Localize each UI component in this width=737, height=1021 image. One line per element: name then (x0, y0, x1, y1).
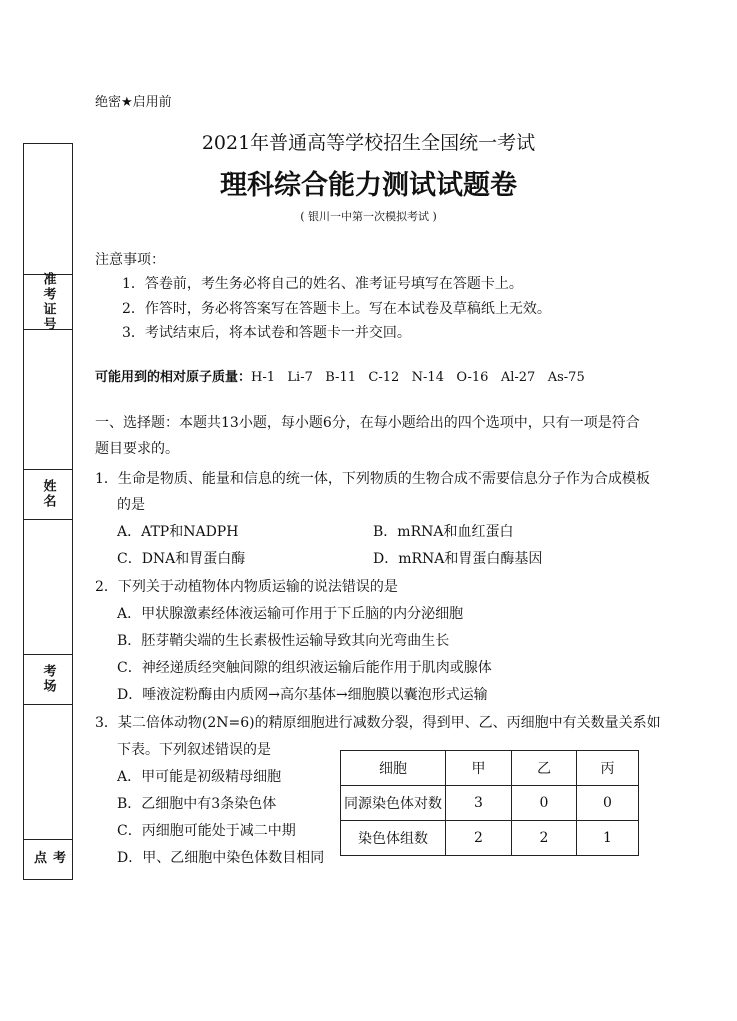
question-3-stem: 3．某二倍体动物(2N=6)的精原细胞进行减数分裂，得到甲、乙、丙细胞中有关数量关系如 (95, 715, 661, 731)
table-cell: 同源染色体对数 (341, 786, 446, 821)
atomic-mass-label: 可能用到的相对原子质量： (95, 370, 252, 385)
notice-item: 1．答卷前，考生务必将自己的姓名、准考证号填写在答题卡上。 (122, 276, 523, 292)
table-header-row (341, 751, 639, 786)
table-cell: 2 (512, 821, 577, 856)
section-heading-cont: 题目要求的。 (95, 441, 179, 457)
table-cell: 染色体组数 (341, 821, 446, 856)
table-cell: 0 (577, 786, 639, 821)
question-3-option-b: B．乙细胞中有3条染色体 (117, 796, 277, 812)
question-1-stem-cont: 的是 (117, 497, 145, 513)
question-2-stem: 2．下列关于动植物体内物质运输的说法错误的是 (95, 579, 398, 595)
question-2-option-b: B．胚芽鞘尖端的生长素极性运输导致其向光弯曲生长 (117, 633, 450, 649)
question-2-option-a: A．甲状腺激素经体液运输可作用于下丘脑的内分泌细胞 (117, 606, 464, 622)
table-cell: 1 (577, 821, 639, 856)
question-3-stem-cont: 下表。下列叙述错误的是 (117, 742, 271, 758)
cell-count-table (340, 750, 639, 856)
sidebar-label-exam-site: 考点 (31, 850, 65, 866)
table-row (341, 821, 639, 856)
question-1-option-b: B．mRNA和血红蛋白 (373, 524, 514, 540)
table-row (341, 786, 639, 821)
atomic-mass-line (95, 371, 585, 384)
table-header-cell: 乙 (512, 751, 577, 786)
sidebar-divider (24, 519, 72, 520)
question-1-option-a: A．ATP和NADPH (117, 524, 239, 540)
sidebar-divider (24, 469, 72, 470)
notice-item: 2．作答时，务必将答案写在答题卡上。写在本试卷及草稿纸上无效。 (122, 301, 551, 317)
paper-title: 理科综合能力测试试题卷 (220, 170, 517, 201)
notice-heading: 注意事项： (95, 252, 165, 268)
table-header-cell: 甲 (446, 751, 512, 786)
question-1-stem: 1．生命是物质、能量和信息的统一体，下列物质的生物合成不需要信息分子作为合成模板 (95, 471, 650, 487)
atomic-mass-values: H-1 Li-7 B-11 C-12 N-14 O-16 Al-27 As-75 (251, 370, 585, 385)
table-cell: 0 (512, 786, 577, 821)
question-1-option-c: C．DNA和胃蛋白酶 (117, 551, 246, 567)
question-2-option-c: C．神经递质经突触间隙的组织液运输后能作用于肌肉或腺体 (117, 660, 492, 676)
question-3-option-d: D．甲、乙细胞中染色体数目相同 (117, 850, 325, 866)
notice-item: 3．考试结束后，将本试卷和答题卡一并交回。 (122, 325, 411, 341)
sidebar-label-exam-number: 准考证号 (40, 272, 56, 332)
section-heading: 一、选择题：本题共13小题，每小题6分，在每小题给出的四个选项中，只有一项是符合 (95, 415, 640, 431)
paper-subtitle: ( 银川一中第一次模拟考试 ) (300, 210, 437, 223)
candidate-info-sidebar (23, 143, 73, 880)
question-3-option-c: C．丙细胞可能处于减二中期 (117, 823, 296, 839)
sidebar-divider (24, 704, 72, 705)
sidebar-label-name: 姓名 (40, 479, 56, 509)
sidebar-divider (24, 654, 72, 655)
table-cell: 2 (446, 821, 512, 856)
question-2-option-d: D．唾液淀粉酶由内质网→高尔基体→细胞膜以囊泡形式运输 (117, 687, 488, 703)
exam-title: 2021年普通高等学校招生全国统一考试 (201, 132, 536, 154)
confidential-label: 绝密★启用前 (95, 95, 172, 110)
question-3-option-a: A．甲可能是初级精母细胞 (117, 769, 282, 785)
sidebar-label-exam-room: 考场 (40, 664, 56, 694)
table-cell: 3 (446, 786, 512, 821)
sidebar-divider (24, 839, 72, 840)
question-1-option-d: D．mRNA和胃蛋白酶基因 (373, 551, 543, 567)
table-header-cell: 细胞 (341, 751, 446, 786)
table-header-cell: 丙 (577, 751, 639, 786)
